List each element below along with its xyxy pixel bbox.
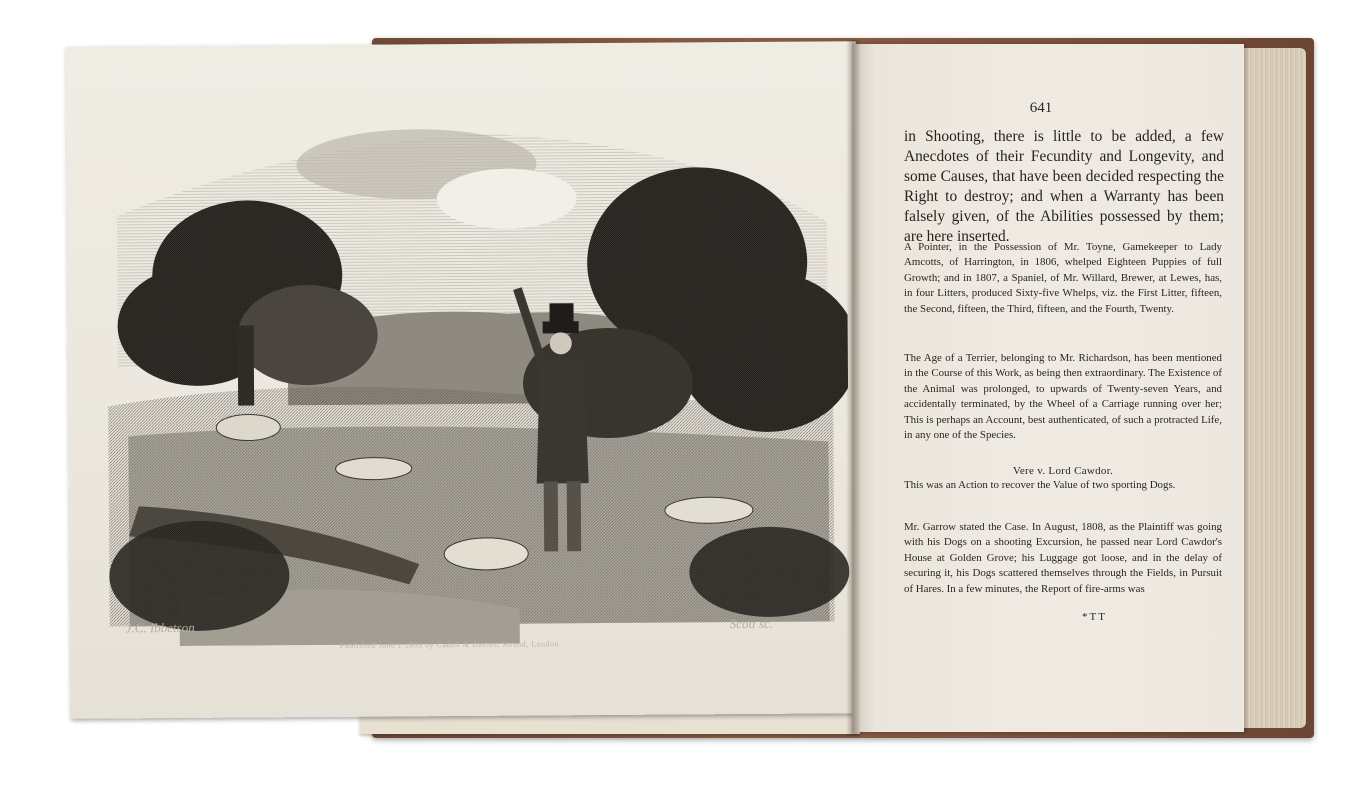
artist-signature: J.C. Ibbetson	[125, 619, 195, 636]
pointer-paragraph: A Pointer, in the Possession of Mr. Toyne, Gamekeeper to Lady Amcotts, of Harrington, in 1806, whelped Eighteen Puppies of full Growth; and in 1807, a Spaniel, of Mr. Willard, Brewer, at Lewes, has, in four Litters, produced Sixty-five Whelps, viz. the First Litter, fifteen, the Second, fifteen, the Third, fifteen, and the Fourth, Twenty.	[904, 241, 1222, 315]
hunting-scene-engraving	[86, 101, 850, 646]
engraved-plate	[66, 41, 861, 718]
signature-mark: *TT	[1082, 611, 1107, 623]
book-gutter	[846, 40, 860, 736]
case-heading: Vere v. Lord Cawdor.	[1012, 465, 1114, 477]
engraver-signature: Scott sc.	[729, 615, 774, 632]
terrier-paragraph: The Age of a Terrier, belonging to Mr. Richardson, has been mentioned in the Course of this Work, as being then extraordinary. The Existence of the Animal was prolonged, to upwards of Twenty-seven Years, and accidentally terminated, by the Wheel of a Carriage running over her; This is perhaps an Account, best authenticated, of such a protracted Life, in any one of the Species.	[904, 352, 1222, 442]
page-number: 641	[1029, 100, 1053, 116]
lead-paragraph: in Shooting, there is little to be added, a few Anecdotes of their Fecundity and Longevity, and some Causes, that have been decided respecting the Right to destroy; and when a Warranty has been falsely given, of the Abilities possessed by them; are here inserted.	[904, 128, 1224, 245]
plate-imprint: Published June 1 1809 by Cadell & Davies, Strand, London	[339, 639, 560, 650]
case-intro-paragraph: This was an Action to recover the Value of two sporting Dogs.	[904, 479, 1176, 491]
case-statement-paragraph: Mr. Garrow stated the Case. In August, 1808, as the Plaintiff was going with his Dogs on a shooting Excursion, he passed near Lord Cawdor's House at Golden Grove; his Luggage got loose, and in the delay of securing it, his Dogs scattered themselves through the Fields, in Pursuit of Hares. In a few minutes, the Report of fire-arms was	[904, 521, 1222, 595]
